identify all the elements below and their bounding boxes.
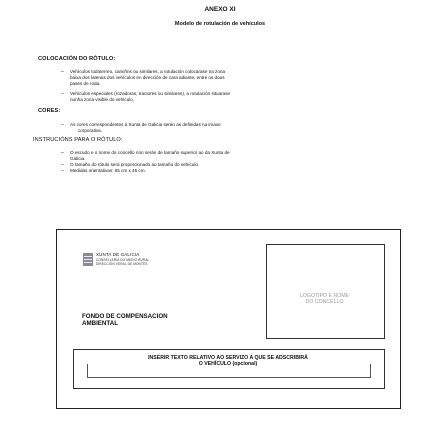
- placement-line: Vehículos especiales (rozadoras, tractores ou similares), a rotulación situarase: [70, 91, 231, 96]
- bullet-dash: –: [61, 69, 64, 75]
- instructions-line: O tamaño do rótulo será proporcionado ao tamaño do vehículo.: [70, 162, 200, 167]
- government-name: XUNTA DE GALICIA: [96, 252, 140, 257]
- bullet-dash: –: [61, 122, 64, 128]
- fund-title: FONDO DE COMPENSACION AMBIENTAL: [82, 313, 168, 328]
- placement-line: pases de roda.: [70, 81, 101, 86]
- placement-line: nunha zona visible do vehículo.: [70, 97, 135, 102]
- page-title: Modelo de rotulación de vehículos: [174, 21, 266, 27]
- service-text-placeholder: INSERIR TEXTO RELATIVO AO SERVIZO A QUE SE ADSCRIBIRÁ O VEHÍCULO (opcional): [148, 355, 308, 367]
- colors-line: corporativa.: [78, 128, 103, 133]
- colors-line: As cores correspondentes á Xunta de Galicia serán as definidas na imaxe: [70, 122, 221, 127]
- municipality-logo-placeholder: [266, 244, 385, 339]
- instructions-line: O escudo e o nome do concello non serán de tamaño superior ao da Xunta de: [70, 150, 230, 155]
- bullet-dash: –: [61, 162, 64, 168]
- bullet-dash: –: [61, 168, 64, 174]
- instructions-heading: INSTRUCIÓNS PARA O RÓTULO:: [33, 137, 123, 143]
- colors-heading: CORES:: [38, 108, 61, 114]
- bullet-dash: –: [61, 91, 64, 97]
- annex-label: ANEXO XI: [204, 6, 236, 13]
- bullet-dash: –: [61, 150, 64, 156]
- instructions-line: Medidas orientativas: 65 cm x 45 cm.: [70, 168, 146, 173]
- coat-of-arms-icon: [83, 253, 93, 266]
- instructions-line: Galicia.: [70, 156, 86, 161]
- placement-heading: COLOCACIÓN DO RÓTULO:: [38, 56, 116, 62]
- logo-placeholder-text: LOGOTIPO E NOME DO CONCELLO: [299, 293, 349, 305]
- government-department: CONSELLERÍA DO MEDIO RURAL DIRECCIÓN XERAL DE MONTES: [96, 258, 150, 266]
- placement-line: baixa dos laterais dos vehículos en dirección de cara adiante, entre os dous: [70, 75, 225, 80]
- placement-line: Vehículos todoterreo, camiñns ou similares, a rotulación colocarase na zona: [70, 69, 225, 74]
